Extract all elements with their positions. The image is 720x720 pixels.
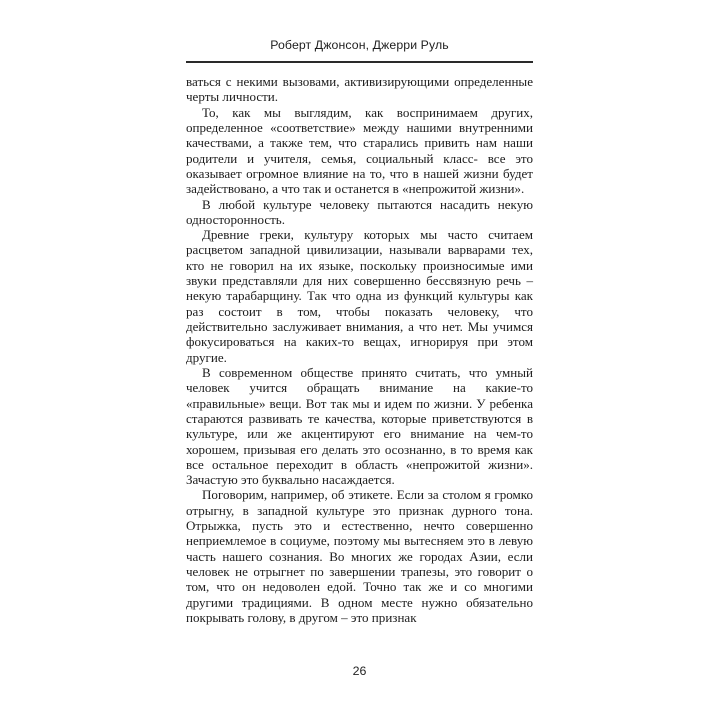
paragraph: То, как мы выглядим, как воспринимаем других, определенное «соответствие» между нашими внутренними качествами, а также тем, что старались привить нам наши родители и учителя, семья, социальный класс- все это оказывает огромное влияние на то, что в нашей жизни будет задействовано, а что так и останется в «непрожитой жизни». <box>186 104 533 197</box>
paragraph: Поговорим, например, об этикете. Если за столом я громко отрыгну, в западной культуре это признак дурного тона. Отрыжка, пусть это и естественно, нечто совершенно неприемлемое в социуме, поэтому мы вытесняем это в левую часть нашего сознания. Во многих же городах Азии, если человек не отрыгнет по завершении трапезы, это говорит о том, что он недоволен едой. Точно так же и со многими другими традициями. В одном месте нужно обязательно покрывать голову, в другом – это признак <box>186 487 533 625</box>
paragraph: ваться с некими вызовами, активизирующими определенные черты личности. <box>186 74 533 105</box>
header-divider-rule <box>186 61 533 63</box>
paragraph: В любой культуре человеку пытаются насадить некую односторонность. <box>186 196 533 227</box>
running-head: Роберт Джонсон, Джерри Руль <box>270 38 449 52</box>
page-number: 26 <box>352 664 367 678</box>
body-text-block <box>186 74 533 625</box>
paragraph: Древние греки, культуру которых мы часто считаем расцветом западной цивилизации, называли варварами тех, кто не говорил на их языке, поскольку произносимые ими звуки представляли для них совершенно бессвязную речь – некую тарабарщину. Так что одна из функций культуры как раз состоит в том, чтобы показать человеку, что действительно заслуживает внимания, а что нет. Мы учимся фокусироваться на каких-то вещах, игнорируя при этом другие. <box>186 227 533 365</box>
paragraph: В современном обществе принято считать, что умный человек учится обращать внимание на какие-то «правильные» вещи. Вот так мы и идем по жизни. У ребенка стараются развивать те качества, которые приветствуются в культуре, или же акцентируют его внимание на чем-то хорошем, призывая его делать это осознанно, в то время как все остальное переходит в область «непрожитой жизни». Зачастую это буквально насаждается. <box>186 364 533 488</box>
